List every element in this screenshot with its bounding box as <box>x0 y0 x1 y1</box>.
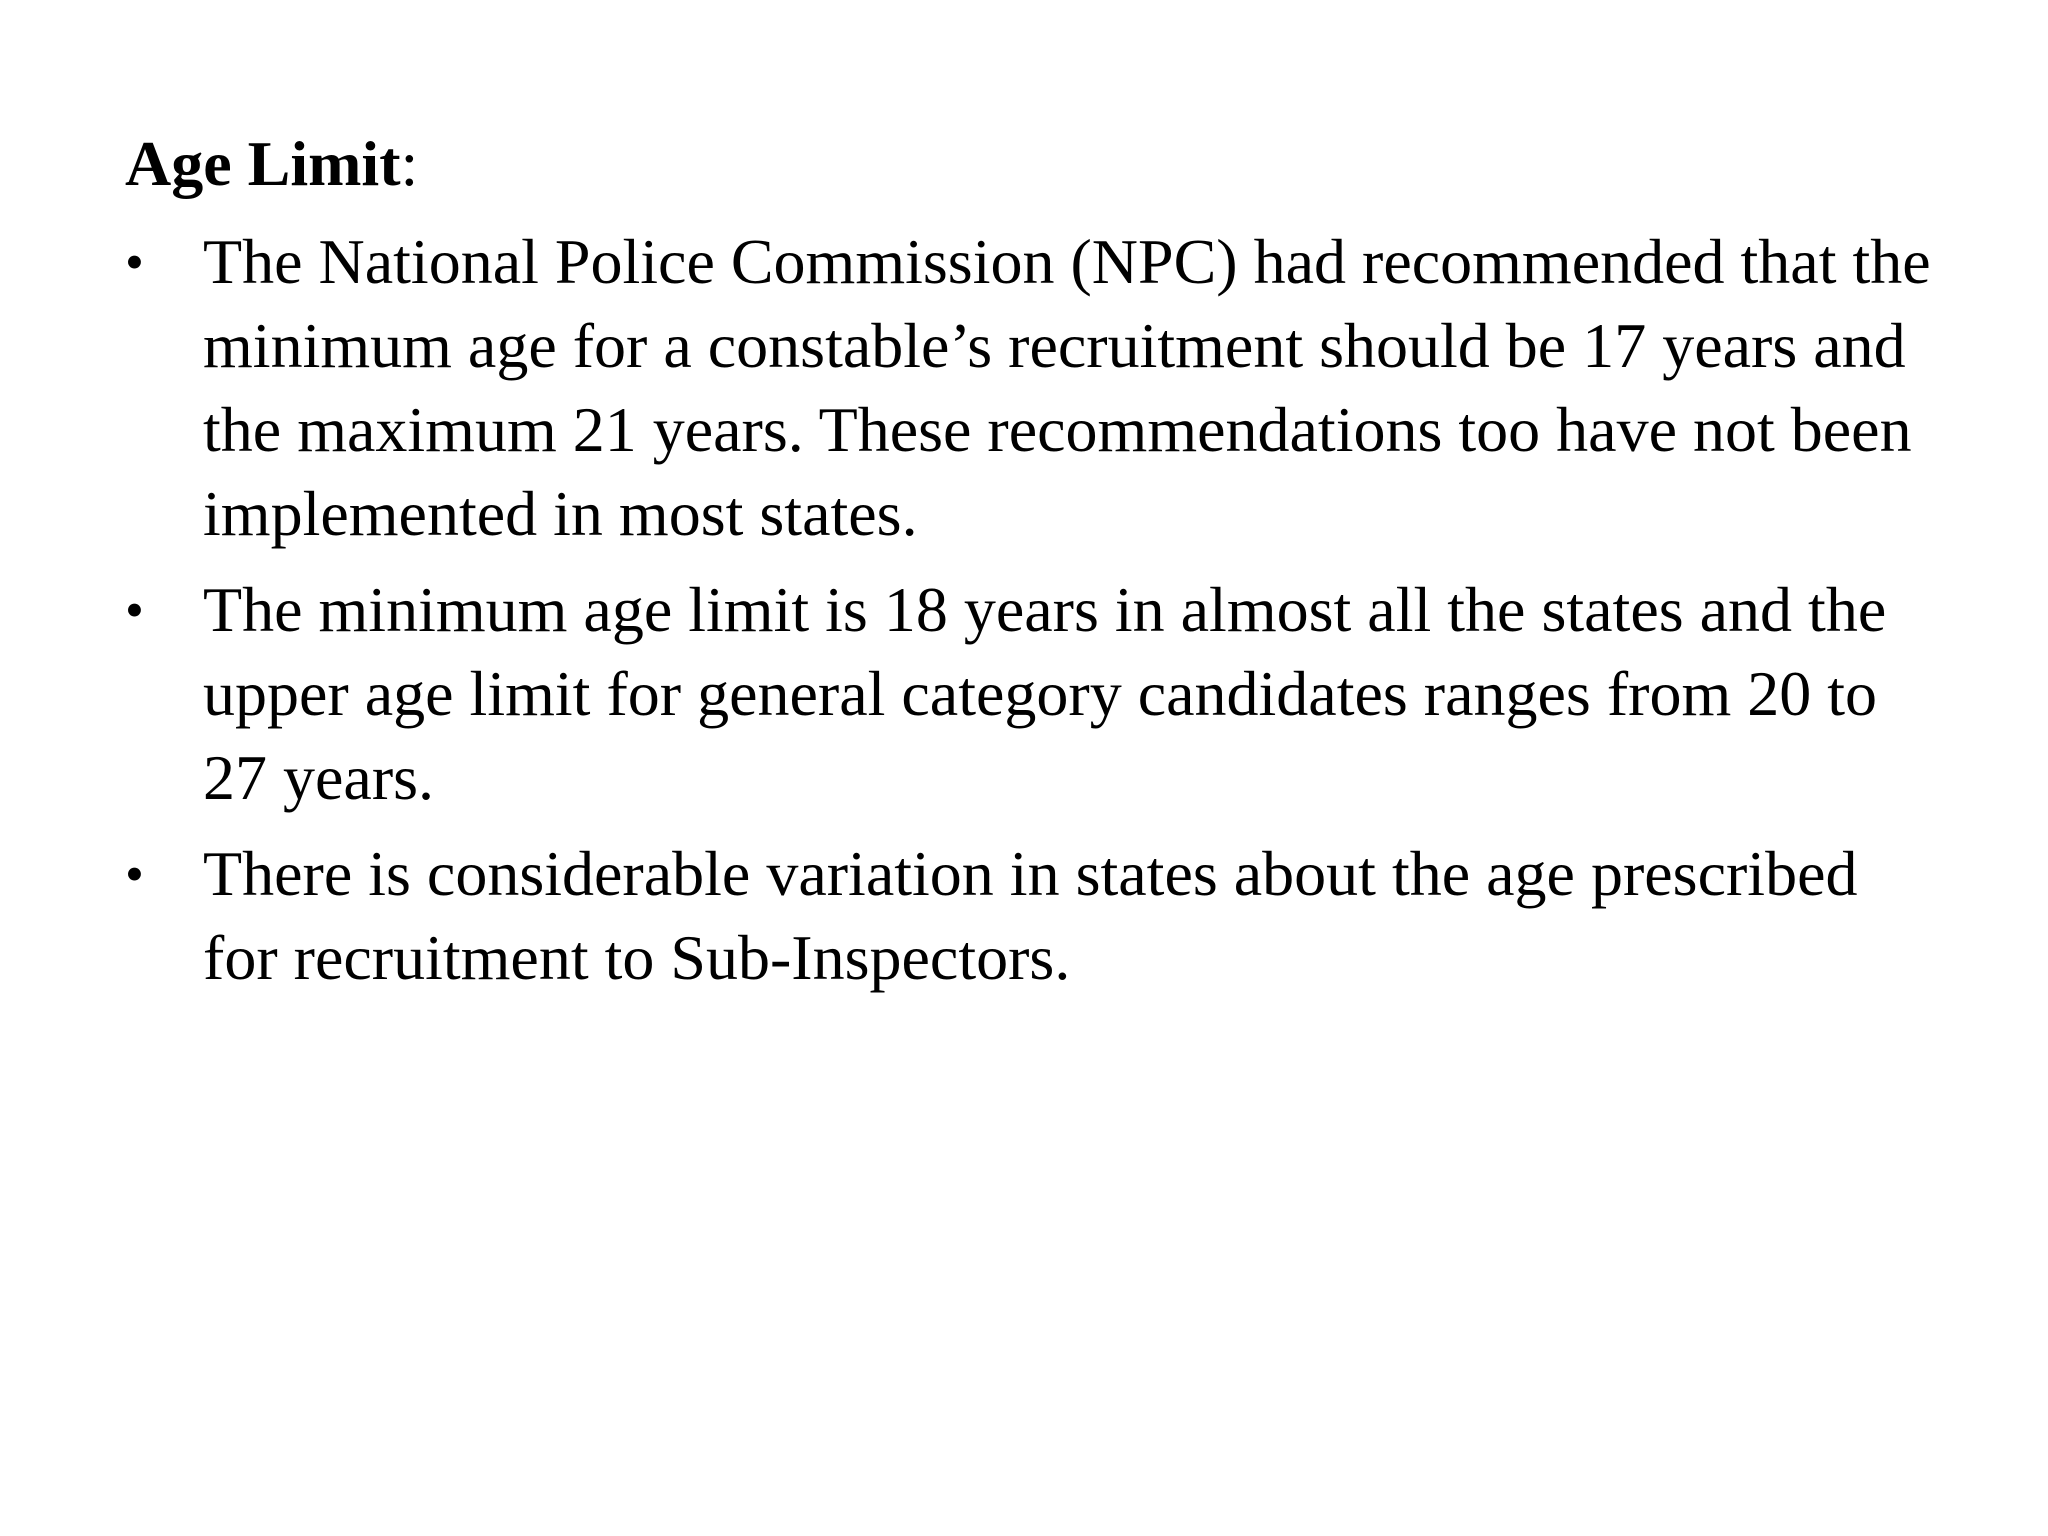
bullet-marker: • <box>125 580 144 640</box>
heading-suffix: : <box>400 128 419 199</box>
bullet-marker: • <box>125 844 144 904</box>
bullet-list <box>125 220 1945 1012</box>
bullet-marker: • <box>125 232 144 292</box>
bullet-text: The minimum age limit is 18 years in almost all the states and the upper age limit for general category candidates ranges from 20 to 27 years. <box>203 574 1887 813</box>
heading-title: Age Limit <box>125 128 401 199</box>
bullet-item-sub-inspector-variation <box>125 832 1945 1000</box>
bullet-text: There is considerable variation in states about the age prescribed for recruitment to Sub-Inspectors. <box>203 838 1858 993</box>
slide-heading <box>125 128 418 200</box>
bullet-text: The National Police Commission (NPC) had recommended that the minimum age for a constable’s recruitment should be 17 years and the maximum 21 years. These recommendations too have not been implemented in most states. <box>203 226 1931 549</box>
bullet-item-npc-recommendation <box>125 220 1945 556</box>
bullet-item-minimum-age <box>125 568 1945 820</box>
